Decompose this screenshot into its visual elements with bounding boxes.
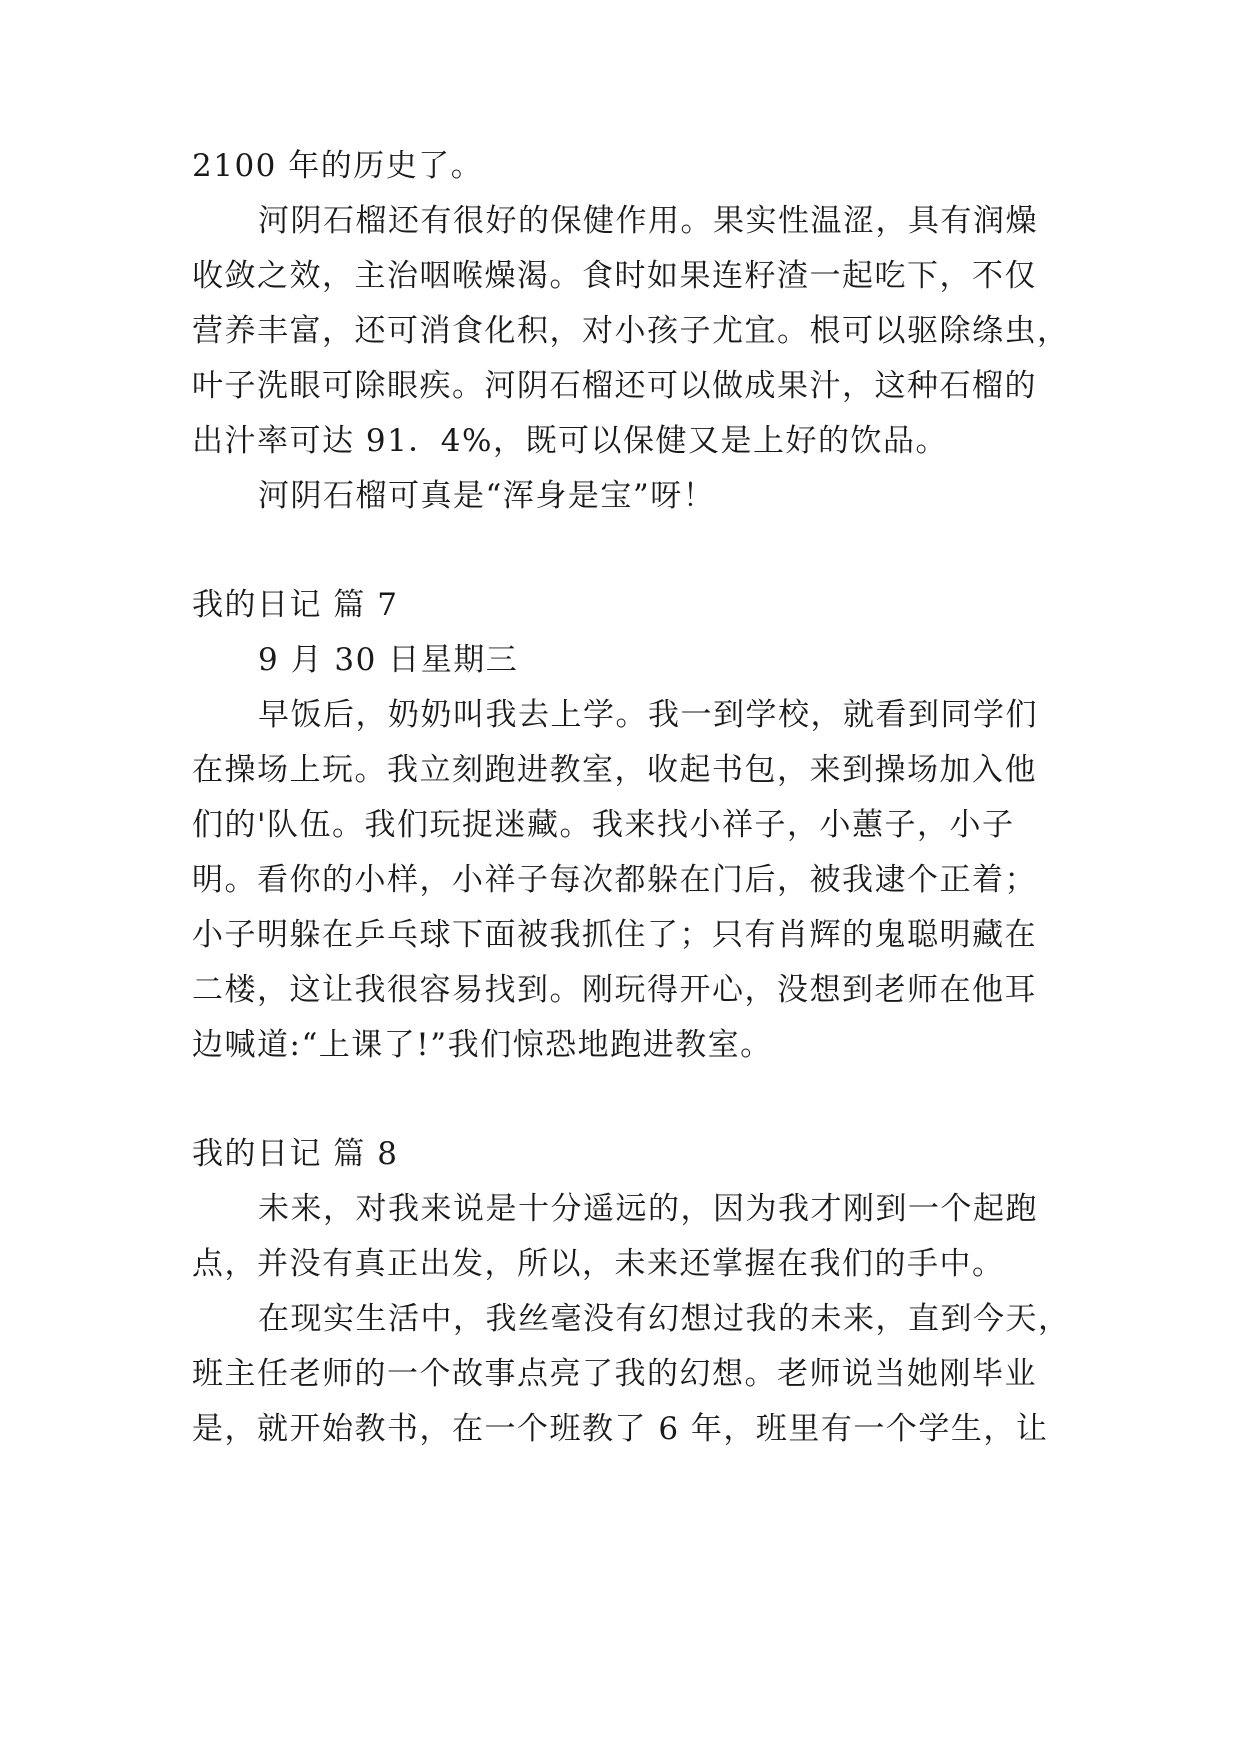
text-line: 小子明躲在乒乓球下面被我抓住了；只有肖辉的鬼聪明藏在	[192, 917, 1037, 953]
text-line: 边喊道:“上课了!”我们惊恐地跑进教室。	[192, 1027, 773, 1063]
text-line: 二楼，这让我很容易找到。刚玩得开心，没想到老师在他耳	[192, 972, 1037, 1008]
text-line: 营养丰富，还可消食化积，对小孩子尤宜。根可以驱除绦虫，	[192, 313, 1070, 349]
text-line: 收敛之效，主治咽喉燥渴。食时如果连籽渣一起吃下，不仅	[192, 258, 1037, 294]
text-line: 2100 年的历史了。	[192, 148, 484, 184]
text-line: 在操场上玩。我立刻跑进教室，收起书包，来到操场加入他	[192, 752, 1037, 788]
text-line: 河阴石榴还有很好的保健作用。果实性温涩，具有润燥	[258, 203, 1038, 239]
section-heading-diary-8: 我的日记 篇 8	[192, 1136, 399, 1172]
text-line: 班主任老师的一个故事点亮了我的幻想。老师说当她刚毕业	[192, 1356, 1037, 1392]
text-line: 点，并没有真正出发，所以，未来还掌握在我们的手中。	[192, 1246, 1005, 1282]
text-line: 明。看你的小样，小祥子每次都躲在门后，被我逮个正着；	[192, 862, 1037, 898]
text-line: 出汁率可达 91．4%，既可以保健又是上好的饮品。	[192, 423, 948, 459]
text-line: 未来，对我来说是十分遥远的，因为我才刚到一个起跑	[258, 1191, 1038, 1227]
text-line: 是，就开始教书，在一个班教了 6 年，班里有一个学生，让	[192, 1411, 1049, 1447]
text-line: 在现实生活中，我丝毫没有幻想过我的未来，直到今天，	[258, 1301, 1071, 1337]
section-heading-diary-7: 我的日记 篇 7	[192, 587, 399, 623]
text-line: 叶子洗眼可除眼疾。河阴石榴还可以做成果汁，这种石榴的	[192, 368, 1037, 404]
text-line: 河阴石榴可真是“浑身是宝”呀！	[258, 478, 716, 514]
text-line: 们的'队伍。我们玩捉迷藏。我来找小祥子，小蕙子，小子	[192, 807, 1015, 843]
text-line: 早饭后，奶奶叫我去上学。我一到学校，就看到同学们	[258, 697, 1038, 733]
diary-date: 9 月 30 日星期三	[258, 642, 519, 678]
